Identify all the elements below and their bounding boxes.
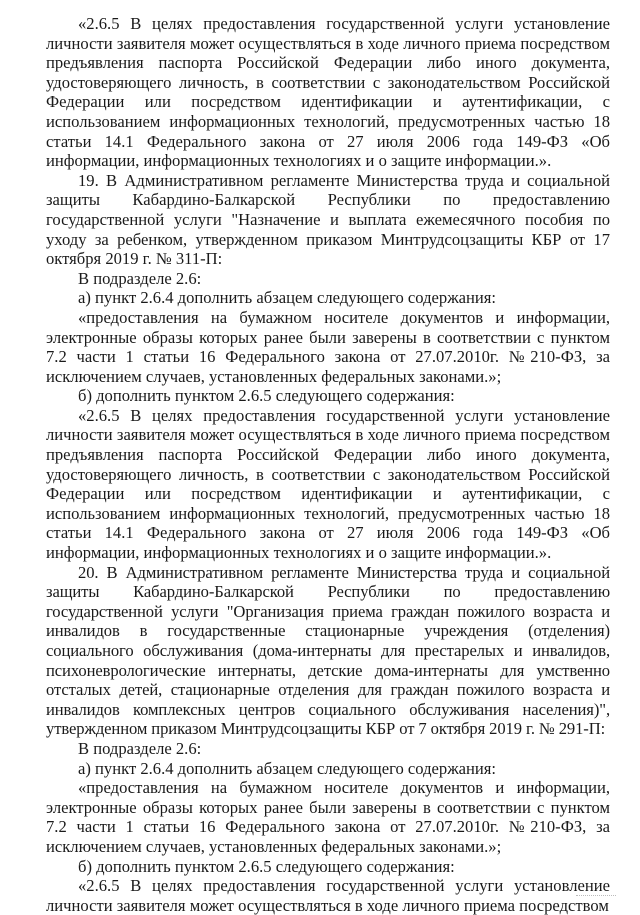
paragraph-point-a: а) пункт 2.6.4 дополнить абзацем следующего содержания: — [78, 288, 497, 308]
paragraph-quoted-paper-documents: «предоставления на бумажном носителе документов и информации, электронные образы которых ранее были заверены в соответствии с пунктом 7.2 части 1 статьи 16 Федерального закона от 27.07.2010г. №210-ФЗ, за исключением случаев, установленных федеральных законами.»; — [46, 307, 610, 386]
paragraph-quoted-paper-documents: «предоставления на бумажном носителе документов и информации, электронные образы которых ранее были заверены в соответствии с пунктом 7.2 части 1 статьи 16 Федерального закона от 27.07.2010г. №210-ФЗ, за исключением случаев, установленных федеральных законами.»; — [46, 778, 610, 856]
scan-edge-mark — [576, 895, 616, 899]
paragraph-item-19: 19. В Административном регламенте Министерства труда и социальной защиты Кабардино-Балкарской Республики по предоставлению государственной услуги "Назначение и выплата ежемесячного пособия по уходу за ребенком, утвержденном приказом Минтрудсоцзащиты КБР от 17 октября 2019 г. № 311-П: — [46, 170, 610, 269]
paragraph-point-b: б) дополнить пунктом 2.6.5 следующего содержания: — [78, 386, 455, 406]
paragraph-quoted-2-6-5: «2.6.5 В целях предоставления государственной услуги установление личности заявителя может осуществляться в ходе личного приема посредством предъявления паспорта Российской Федерации либо иного документа, удостоверяющего личность, в соответствии с законодательством Российской Федерации или посредством идентификации и аутентификации, с использованием информационных технологий, предусмотренных частью 18 статьи 14.1 Федерального закона от 27 июля 2006 года 149-ФЗ «Об информации, информационных технологиях и о защите информации.». — [46, 405, 610, 563]
paragraph-point-a: а) пункт 2.6.4 дополнить абзацем следующего содержания: — [78, 758, 497, 778]
paragraph-subsection-heading: В подразделе 2.6: — [78, 738, 202, 758]
document-body — [46, 14, 610, 915]
paragraph-2-6-5-continuation: «2.6.5 В целях предоставления государственной услуги установление личности заявителя может осуществляться в ходе личного приема посредством предъявления паспорта Российской Федерации либо иного документа, удостоверяющего личность, в соответствии с законодательством Российской Федерации или посредством идентификации и аутентификации, с использованием информационных технологий, предусмотренных частью 18 статьи 14.1 Федерального закона от 27 июля 2006 года 149-ФЗ «Об информации, информационных технологиях и о защите информации.». — [46, 14, 610, 171]
paragraph-subsection-heading: В подразделе 2.6: — [78, 268, 202, 288]
paragraph-point-b: б) дополнить пунктом 2.6.5 следующего содержания: — [78, 856, 455, 876]
paragraph-quoted-2-6-5-truncated: «2.6.5 В целях предоставления государственной услуги установление личности заявителя может осуществляться в ходе личного приема посредством — [46, 876, 610, 915]
paragraph-item-20: 20. В Административном регламенте Министерства труда и социальной защиты Кабардино-Балкарской Республики по предоставлению государственной услуги "Организация приема граждан пожилого возраста и инвалидов в государственные стационарные учреждения (отделения) социального обслуживания (дома-интернаты для престарелых и инвалидов, психоневрологические интернаты, детские дома-интернаты для умственно отсталых детей, стационарные отделения для граждан пожилого возраста и инвалидов комплексных центров социального обслуживания населения)", утвержденном приказом Минтрудсоцзащиты КБР от 7 октября 2019 г. № 291-П: — [46, 562, 610, 739]
